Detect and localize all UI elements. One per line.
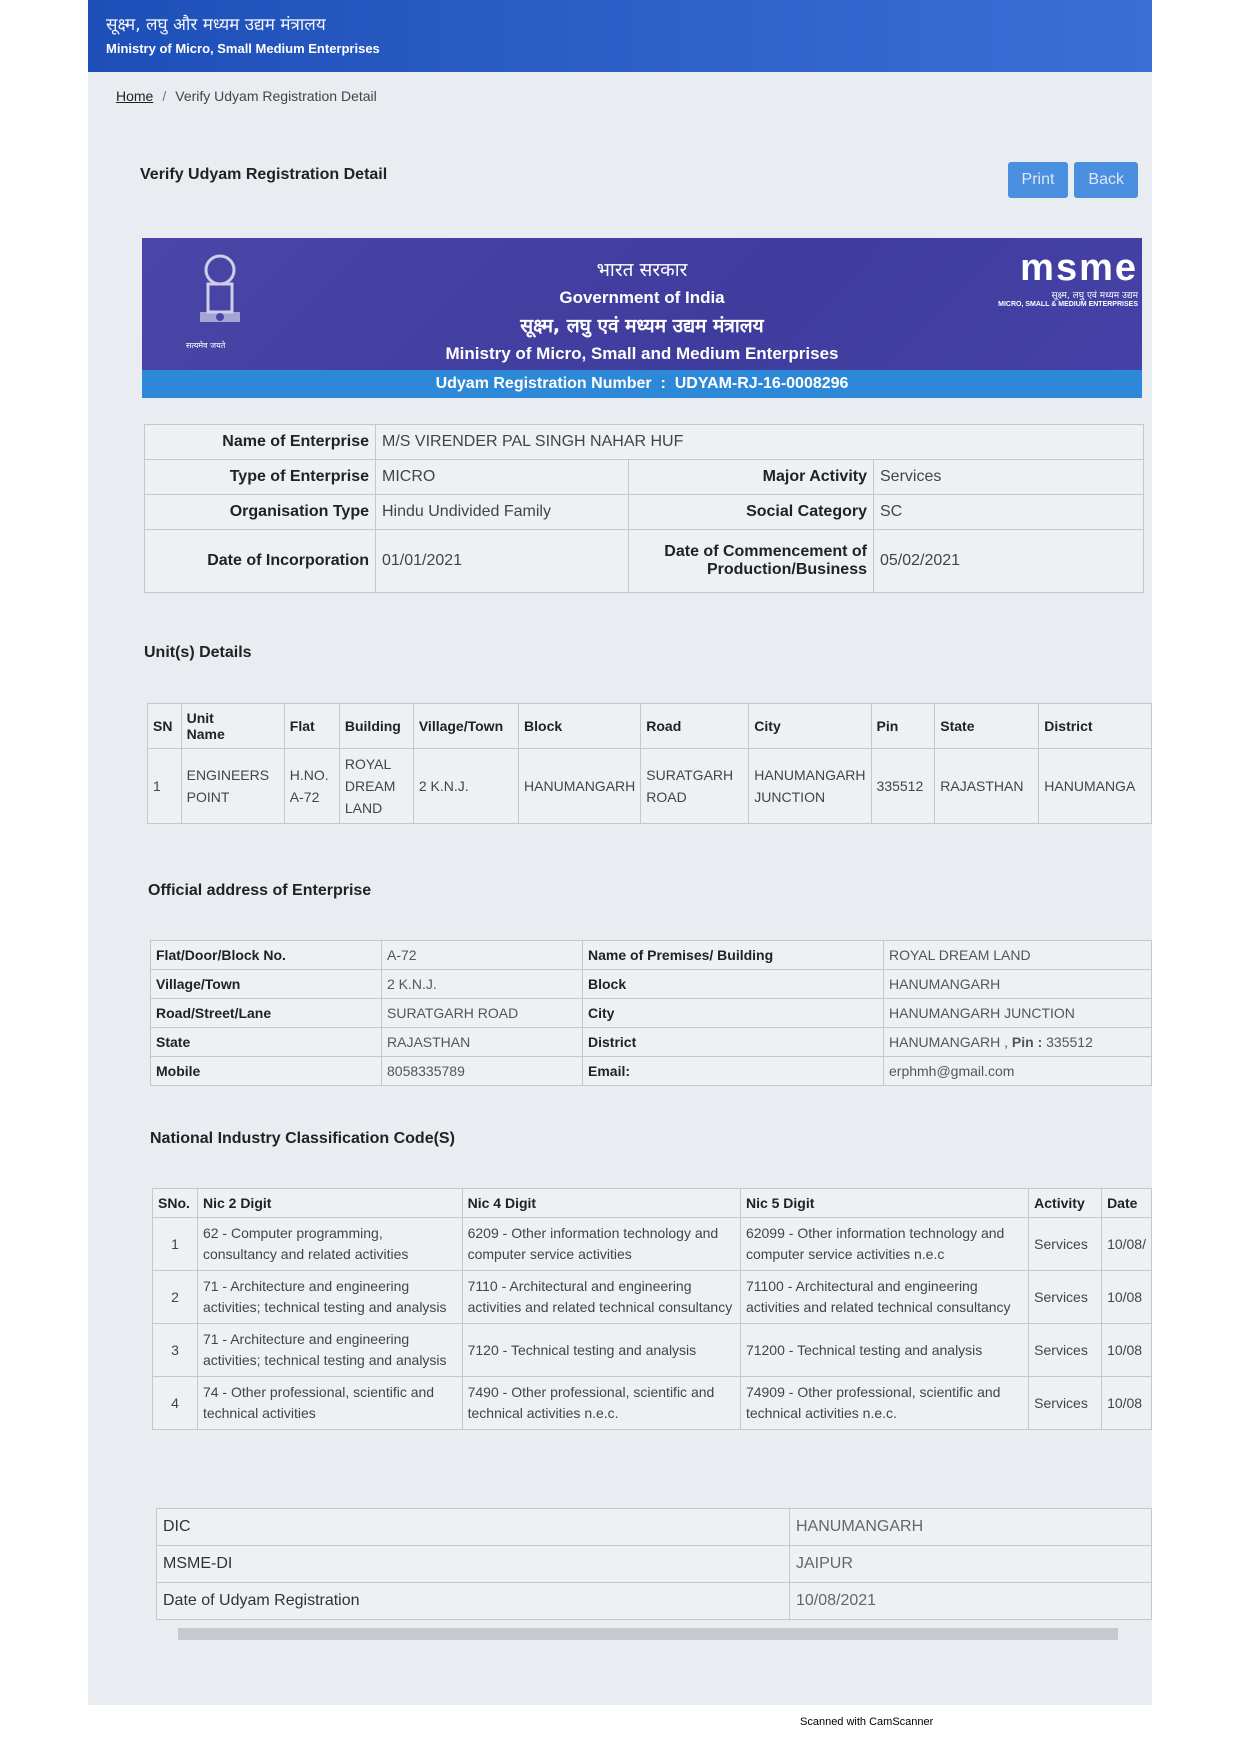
flat-value: A-72 xyxy=(382,941,583,970)
nic-header-sno: SNo. xyxy=(153,1189,198,1218)
registration-date-label: Date of Udyam Registration xyxy=(157,1583,790,1620)
organisation-type: Hindu Undivided Family xyxy=(376,495,629,530)
mobile-value: 8058335789 xyxy=(382,1057,583,1086)
unit-building xyxy=(339,749,413,824)
units-header-road: Road xyxy=(641,704,749,749)
certificate-banner xyxy=(142,238,1142,370)
nic-table xyxy=(152,1188,1152,1430)
unit-road-line-1: SURATGARH xyxy=(646,767,734,783)
msme-logo-sub-hindi: सूक्ष्म, लघु एवं मध्यम उद्यम xyxy=(1051,291,1138,301)
incorporation-date-label: Date of Incorporation xyxy=(145,530,376,593)
state-value: RAJASTHAN xyxy=(382,1028,583,1057)
units-header-building: Building xyxy=(339,704,413,749)
nic-sno: 4 xyxy=(153,1377,198,1430)
nic-2-digit: 74 - Other professional, scientific and technical activities xyxy=(197,1377,462,1430)
unit-flat-line-1: H.NO. xyxy=(289,767,329,783)
premises-value: ROYAL DREAM LAND xyxy=(884,941,1152,970)
nic-4-digit: 6209 - Other information technology and computer service activities xyxy=(462,1218,740,1271)
print-button[interactable]: Print xyxy=(1008,162,1069,198)
units-header-unit-name-2: Name xyxy=(186,726,225,742)
msme-logo-sub-english: MICRO, SMALL & MEDIUM ENTERPRISES xyxy=(998,301,1138,308)
official-address-title: Official address of Enterprise xyxy=(148,882,372,899)
units-header-unit-name-1: Unit xyxy=(186,710,214,726)
table-row xyxy=(153,1324,1152,1377)
enterprise-name-label: Name of Enterprise xyxy=(145,425,376,460)
nic-header-date: Date xyxy=(1102,1189,1152,1218)
banner-line-4: Ministry of Micro, Small and Medium Enterprises xyxy=(445,344,839,363)
nic-header-nic4: Nic 4 Digit xyxy=(462,1189,740,1218)
organisation-type-label: Organisation Type xyxy=(145,495,376,530)
nic-activity: Services xyxy=(1029,1377,1102,1430)
nic-5-digit: 62099 - Other information technology and computer service activities n.e.c xyxy=(740,1218,1028,1271)
horizontal-scrollbar[interactable] xyxy=(178,1628,1118,1640)
unit-district: HANUMANGA xyxy=(1039,749,1152,824)
nic-date: 10/08 xyxy=(1102,1377,1152,1430)
commencement-date-label xyxy=(629,530,874,593)
email-value: erphmh@gmail.com xyxy=(884,1057,1152,1086)
road-value: SURATGARH ROAD xyxy=(382,999,583,1028)
nic-header-nic2: Nic 2 Digit xyxy=(197,1189,462,1218)
screen xyxy=(88,0,1152,1705)
nic-4-digit: 7110 - Architectural and engineering activities and related technical consultancy xyxy=(462,1271,740,1324)
nic-5-digit: 74909 - Other professional, scientific and technical activities n.e.c. xyxy=(740,1377,1028,1430)
breadcrumb-current: Verify Udyam Registration Detail xyxy=(175,88,377,104)
units-section-title: Unit(s) Details xyxy=(144,644,252,661)
nic-date: 10/08 xyxy=(1102,1271,1152,1324)
msme-logo-text: msme xyxy=(1020,247,1138,289)
banner-line-3: सूक्ष्म, लघु एवं मध्यम उद्यम मंत्रालय xyxy=(520,315,764,337)
nic-4-digit: 7490 - Other professional, scientific and technical activities n.e.c. xyxy=(462,1377,740,1430)
unit-state: RAJASTHAN xyxy=(935,749,1039,824)
unit-name-line-2: POINT xyxy=(186,789,230,805)
table-row xyxy=(153,1218,1152,1271)
city-label: City xyxy=(583,999,884,1028)
table-row xyxy=(148,749,1152,824)
unit-building-line-2: DREAM xyxy=(344,778,396,794)
district-label: District xyxy=(583,1028,884,1057)
ministry-title-english: Ministry of Micro, Small Medium Enterprises xyxy=(106,41,380,56)
units-header-city: City xyxy=(749,704,871,749)
units-header-sn: SN xyxy=(148,704,182,749)
nic-date: 10/08 xyxy=(1102,1324,1152,1377)
major-activity: Services xyxy=(874,460,1144,495)
nic-date: 10/08/ xyxy=(1102,1218,1152,1271)
state-label: State xyxy=(151,1028,382,1057)
dic-label: DIC xyxy=(157,1509,790,1546)
email-label: Email: xyxy=(583,1057,884,1086)
unit-building-line-3: LAND xyxy=(344,800,383,816)
units-header-district: District xyxy=(1039,704,1152,749)
nic-4-digit: 7120 - Technical testing and analysis xyxy=(462,1324,740,1377)
top-header-bar xyxy=(88,0,1152,72)
banner-line-1: भारत सरकार xyxy=(596,259,688,281)
nic-5-digit: 71100 - Architectural and engineering activities and related technical consultancy xyxy=(740,1271,1028,1324)
nic-header-activity: Activity xyxy=(1029,1189,1102,1218)
registration-number-label: Udyam Registration Number xyxy=(435,375,652,392)
page-title: Verify Udyam Registration Detail xyxy=(140,166,388,183)
unit-block: HANUMANGARH xyxy=(519,749,641,824)
registration-date-value: 10/08/2021 xyxy=(790,1583,1152,1620)
incorporation-date: 01/01/2021 xyxy=(376,530,629,593)
nic-2-digit: 71 - Architecture and engineering activities; technical testing and analysis xyxy=(197,1324,462,1377)
unit-road xyxy=(641,749,749,824)
nic-activity: Services xyxy=(1029,1271,1102,1324)
district-name: HANUMANGARH , xyxy=(889,1034,1009,1050)
block-label: Block xyxy=(583,970,884,999)
msme-di-value: JAIPUR xyxy=(790,1546,1152,1583)
units-header-unit-name xyxy=(181,704,284,749)
premises-label: Name of Premises/ Building xyxy=(583,941,884,970)
nic-2-digit: 62 - Computer programming, consultancy and related activities xyxy=(197,1218,462,1271)
commencement-label-line-2: Production/Business xyxy=(706,561,867,578)
registration-info-table xyxy=(156,1508,1152,1620)
enterprise-name: M/S VIRENDER PAL SINGH NAHAR HUF xyxy=(376,425,1144,460)
village-label: Village/Town xyxy=(151,970,382,999)
mobile-label: Mobile xyxy=(151,1057,382,1086)
unit-building-line-1: ROYAL xyxy=(344,756,392,772)
breadcrumb-home-link[interactable]: Home xyxy=(116,88,154,104)
unit-pin: 335512 xyxy=(871,749,935,824)
back-button[interactable]: Back xyxy=(1074,162,1138,198)
major-activity-label: Major Activity xyxy=(629,460,874,495)
unit-city-line-1: HANUMANGARH xyxy=(754,767,866,783)
unit-flat-line-2: A-72 xyxy=(289,789,320,805)
nic-sno: 2 xyxy=(153,1271,198,1324)
breadcrumb: Home / Verify Udyam Registration Detail xyxy=(116,88,377,104)
district-value xyxy=(884,1028,1152,1057)
registration-number-bar: Udyam Registration Number : UDYAM-RJ-16-0008296 xyxy=(142,370,1142,398)
unit-road-line-2: ROAD xyxy=(646,789,687,805)
dic-value: HANUMANGARH xyxy=(790,1509,1152,1546)
table-row xyxy=(153,1271,1152,1324)
nic-activity: Services xyxy=(1029,1218,1102,1271)
pin-value: 335512 xyxy=(1046,1034,1093,1050)
msme-di-label: MSME-DI xyxy=(157,1546,790,1583)
msme-logo xyxy=(982,248,1138,308)
units-header-state: State xyxy=(935,704,1039,749)
enterprise-type: MICRO xyxy=(376,460,629,495)
scanner-watermark: Scanned with CamScanner xyxy=(800,1716,934,1728)
unit-flat xyxy=(284,749,339,824)
table-row xyxy=(153,1377,1152,1430)
city-value: HANUMANGARH JUNCTION xyxy=(884,999,1152,1028)
road-label: Road/Street/Lane xyxy=(151,999,382,1028)
nic-5-digit: 71200 - Technical testing and analysis xyxy=(740,1324,1028,1377)
national-emblem-icon xyxy=(192,250,248,340)
block-value: HANUMANGARH xyxy=(884,970,1152,999)
nic-activity: Services xyxy=(1029,1324,1102,1377)
units-header-flat: Flat xyxy=(284,704,339,749)
nic-sno: 3 xyxy=(153,1324,198,1377)
registration-number: UDYAM-RJ-16-0008296 xyxy=(674,375,849,392)
social-category: SC xyxy=(874,495,1144,530)
commencement-date: 05/02/2021 xyxy=(874,530,1144,593)
unit-city-line-2: JUNCTION xyxy=(754,789,826,805)
units-table xyxy=(147,703,1152,824)
nic-2-digit: 71 - Architecture and engineering activities; technical testing and analysis xyxy=(197,1271,462,1324)
social-category-label: Social Category xyxy=(629,495,874,530)
units-header-block: Block xyxy=(519,704,641,749)
ministry-title-hindi: सूक्ष्म, लघु और मध्यम उद्यम मंत्रालय xyxy=(106,15,326,35)
enterprise-type-label: Type of Enterprise xyxy=(145,460,376,495)
unit-sn: 1 xyxy=(148,749,182,824)
unit-city xyxy=(749,749,871,824)
pin-label: Pin : xyxy=(1011,1034,1043,1050)
nic-sno: 1 xyxy=(153,1218,198,1271)
flat-label: Flat/Door/Block No. xyxy=(151,941,382,970)
unit-name xyxy=(181,749,284,824)
nic-header-nic5: Nic 5 Digit xyxy=(740,1189,1028,1218)
enterprise-details-table xyxy=(144,424,1144,593)
official-address-table xyxy=(150,940,1152,1086)
units-header-village: Village/Town xyxy=(413,704,518,749)
unit-village: 2 K.N.J. xyxy=(413,749,518,824)
commencement-label-line-1: Date of Commencement of xyxy=(664,543,867,560)
units-header-pin: Pin xyxy=(871,704,935,749)
emblem-caption: सत्यमेव जयते xyxy=(186,341,226,350)
nic-section-title: National Industry Classification Code(S) xyxy=(150,1130,455,1147)
banner-line-2: Government of India xyxy=(559,288,725,307)
action-buttons xyxy=(1008,162,1138,198)
village-value: 2 K.N.J. xyxy=(382,970,583,999)
unit-name-line-1: ENGINEERS xyxy=(186,767,270,783)
